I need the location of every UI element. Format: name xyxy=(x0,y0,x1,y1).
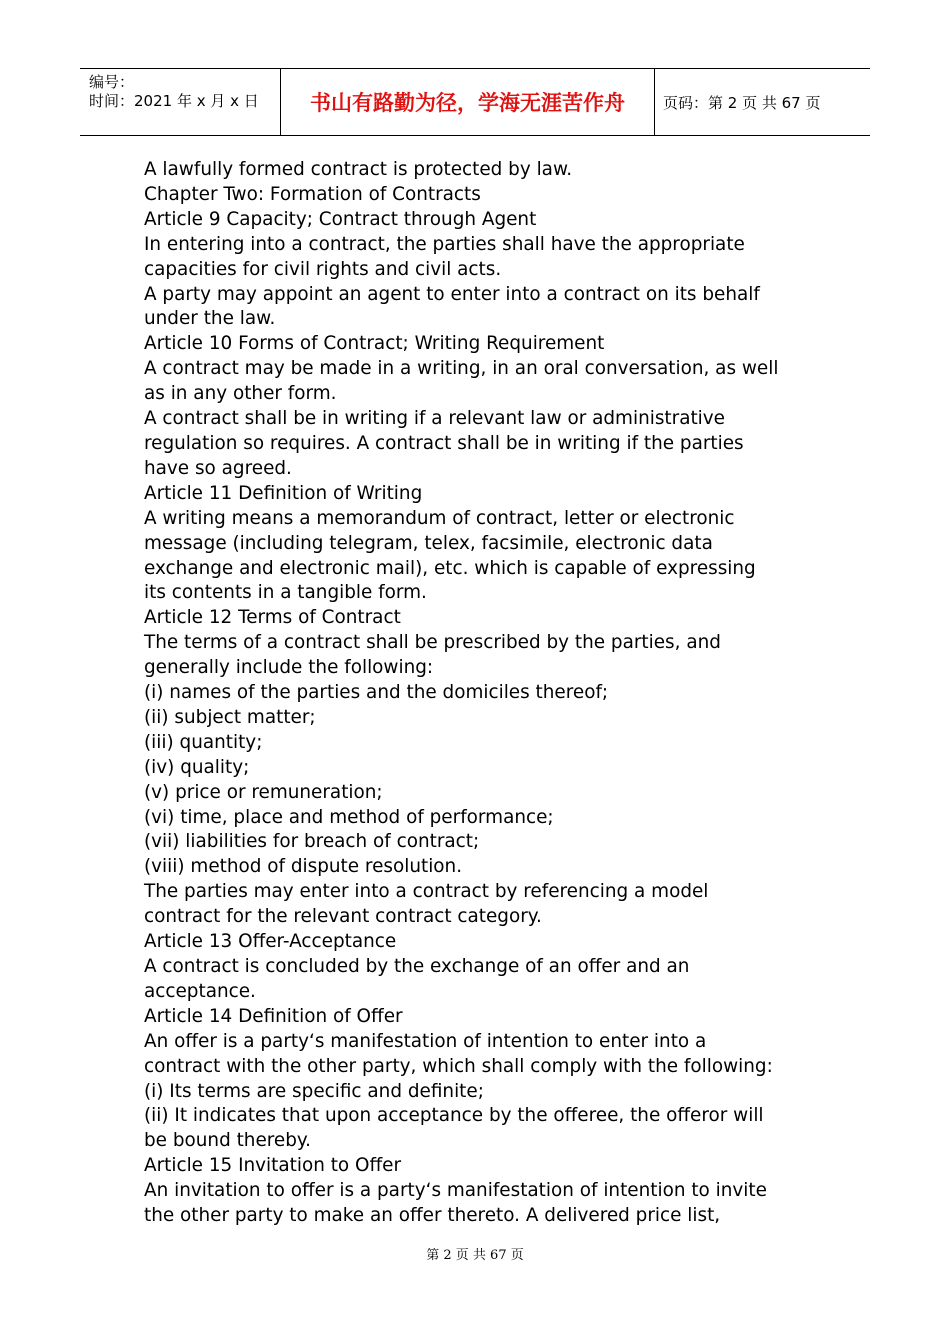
body-text-line: Article 15 Invitation to Offer xyxy=(144,1155,402,1177)
header-page-info: 页码：第 2 页 共 67 页 xyxy=(663,93,821,112)
document-date-label: 时间：2021 年 x 月 x 日 xyxy=(89,92,259,110)
body-text-line: A contract is concluded by the exchange of an offer and an xyxy=(144,956,690,977)
body-text-line: Chapter Two: Formation of Contracts xyxy=(144,183,481,205)
body-text-line: A party may appoint an agent to enter into a contract on its behalf xyxy=(144,283,760,305)
body-text-line: A lawfully formed contract is protected by law. xyxy=(144,159,573,180)
body-text-line: Article 11 Definition of Writing xyxy=(144,482,423,504)
body-text-line: the other party to make an offer thereto. A delivered price list, xyxy=(144,1205,721,1227)
document-body xyxy=(144,158,814,1229)
body-text-line: under the law. xyxy=(144,308,276,330)
header-motto: 书山有路勤为径，学海无涯苦作舟 xyxy=(281,69,655,135)
body-text-line: A contract shall be in writing if a relevant law or administrative xyxy=(144,408,725,430)
body-text-line: A writing means a memorandum of contract, letter or electronic xyxy=(144,507,735,529)
body-text-line: (ii) subject matter; xyxy=(144,706,316,728)
body-text-line: (iii) quantity; xyxy=(144,731,263,753)
body-text-line: In entering into a contract, the parties shall have the appropriate xyxy=(144,233,745,255)
body-text-line: as in any other form. xyxy=(144,383,337,405)
body-text-line: (viii) method of dispute resolution. xyxy=(144,856,463,878)
body-text-line: contract with the other party, which shall comply with the following: xyxy=(144,1055,773,1077)
body-text-line: contract for the relevant contract category. xyxy=(144,906,542,928)
body-text-line: Article 9 Capacity; Contract through Agent xyxy=(144,208,537,230)
page-header xyxy=(80,68,870,136)
body-text-line: The terms of a contract shall be prescribed by the parties, and xyxy=(144,632,721,654)
body-text-line: Article 12 Terms of Contract xyxy=(144,607,401,629)
body-text-line: regulation so requires. A contract shall be in writing if the parties xyxy=(144,432,744,454)
body-text-line: (vi) time, place and method of performance; xyxy=(144,806,554,828)
body-text-line: (vii) liabilities for breach of contract; xyxy=(144,831,480,853)
body-text-line: An offer is a party‘s manifestation of intention to enter into a xyxy=(144,1030,707,1052)
body-text-line: exchange and electronic mail), etc. which is capable of expressing xyxy=(144,557,756,579)
body-text-line: (v) price or remuneration; xyxy=(144,781,383,803)
body-text-line: generally include the following: xyxy=(144,657,434,679)
body-text-line: have so agreed. xyxy=(144,457,292,479)
body-text-line: acceptance. xyxy=(144,980,256,1002)
body-text-line: (iv) quality; xyxy=(144,756,250,778)
body-text-line: be bound thereby. xyxy=(144,1130,312,1152)
body-text-line: A contract may be made in a writing, in an oral conversation, as well xyxy=(144,358,779,380)
body-text-line: message (including telegram, telex, facsimile, electronic data xyxy=(144,532,713,554)
header-meta-cell xyxy=(80,69,281,135)
page-footer: 第 2 页 共 67 页 xyxy=(426,1248,524,1263)
body-text-line: Article 13 Offer-Acceptance xyxy=(144,931,397,953)
body-text-line: Article 14 Definition of Offer xyxy=(144,1005,403,1027)
body-text-line: Article 10 Forms of Contract; Writing Requirement xyxy=(144,333,605,355)
body-text-line: The parties may enter into a contract by referencing a model xyxy=(144,881,709,903)
body-text-line: its contents in a tangible form. xyxy=(144,582,427,604)
body-text-line: (ii) It indicates that upon acceptance by the offeree, the offeror will xyxy=(144,1105,764,1127)
body-text-line: An invitation to offer is a party‘s manifestation of intention to invite xyxy=(144,1180,767,1202)
body-text-line: (i) names of the parties and the domiciles thereof; xyxy=(144,682,609,704)
document-number-label: 编号： xyxy=(89,73,135,91)
body-text-line: (i) Its terms are specific and definite; xyxy=(144,1080,484,1102)
body-text-line: capacities for civil rights and civil acts. xyxy=(144,258,502,280)
